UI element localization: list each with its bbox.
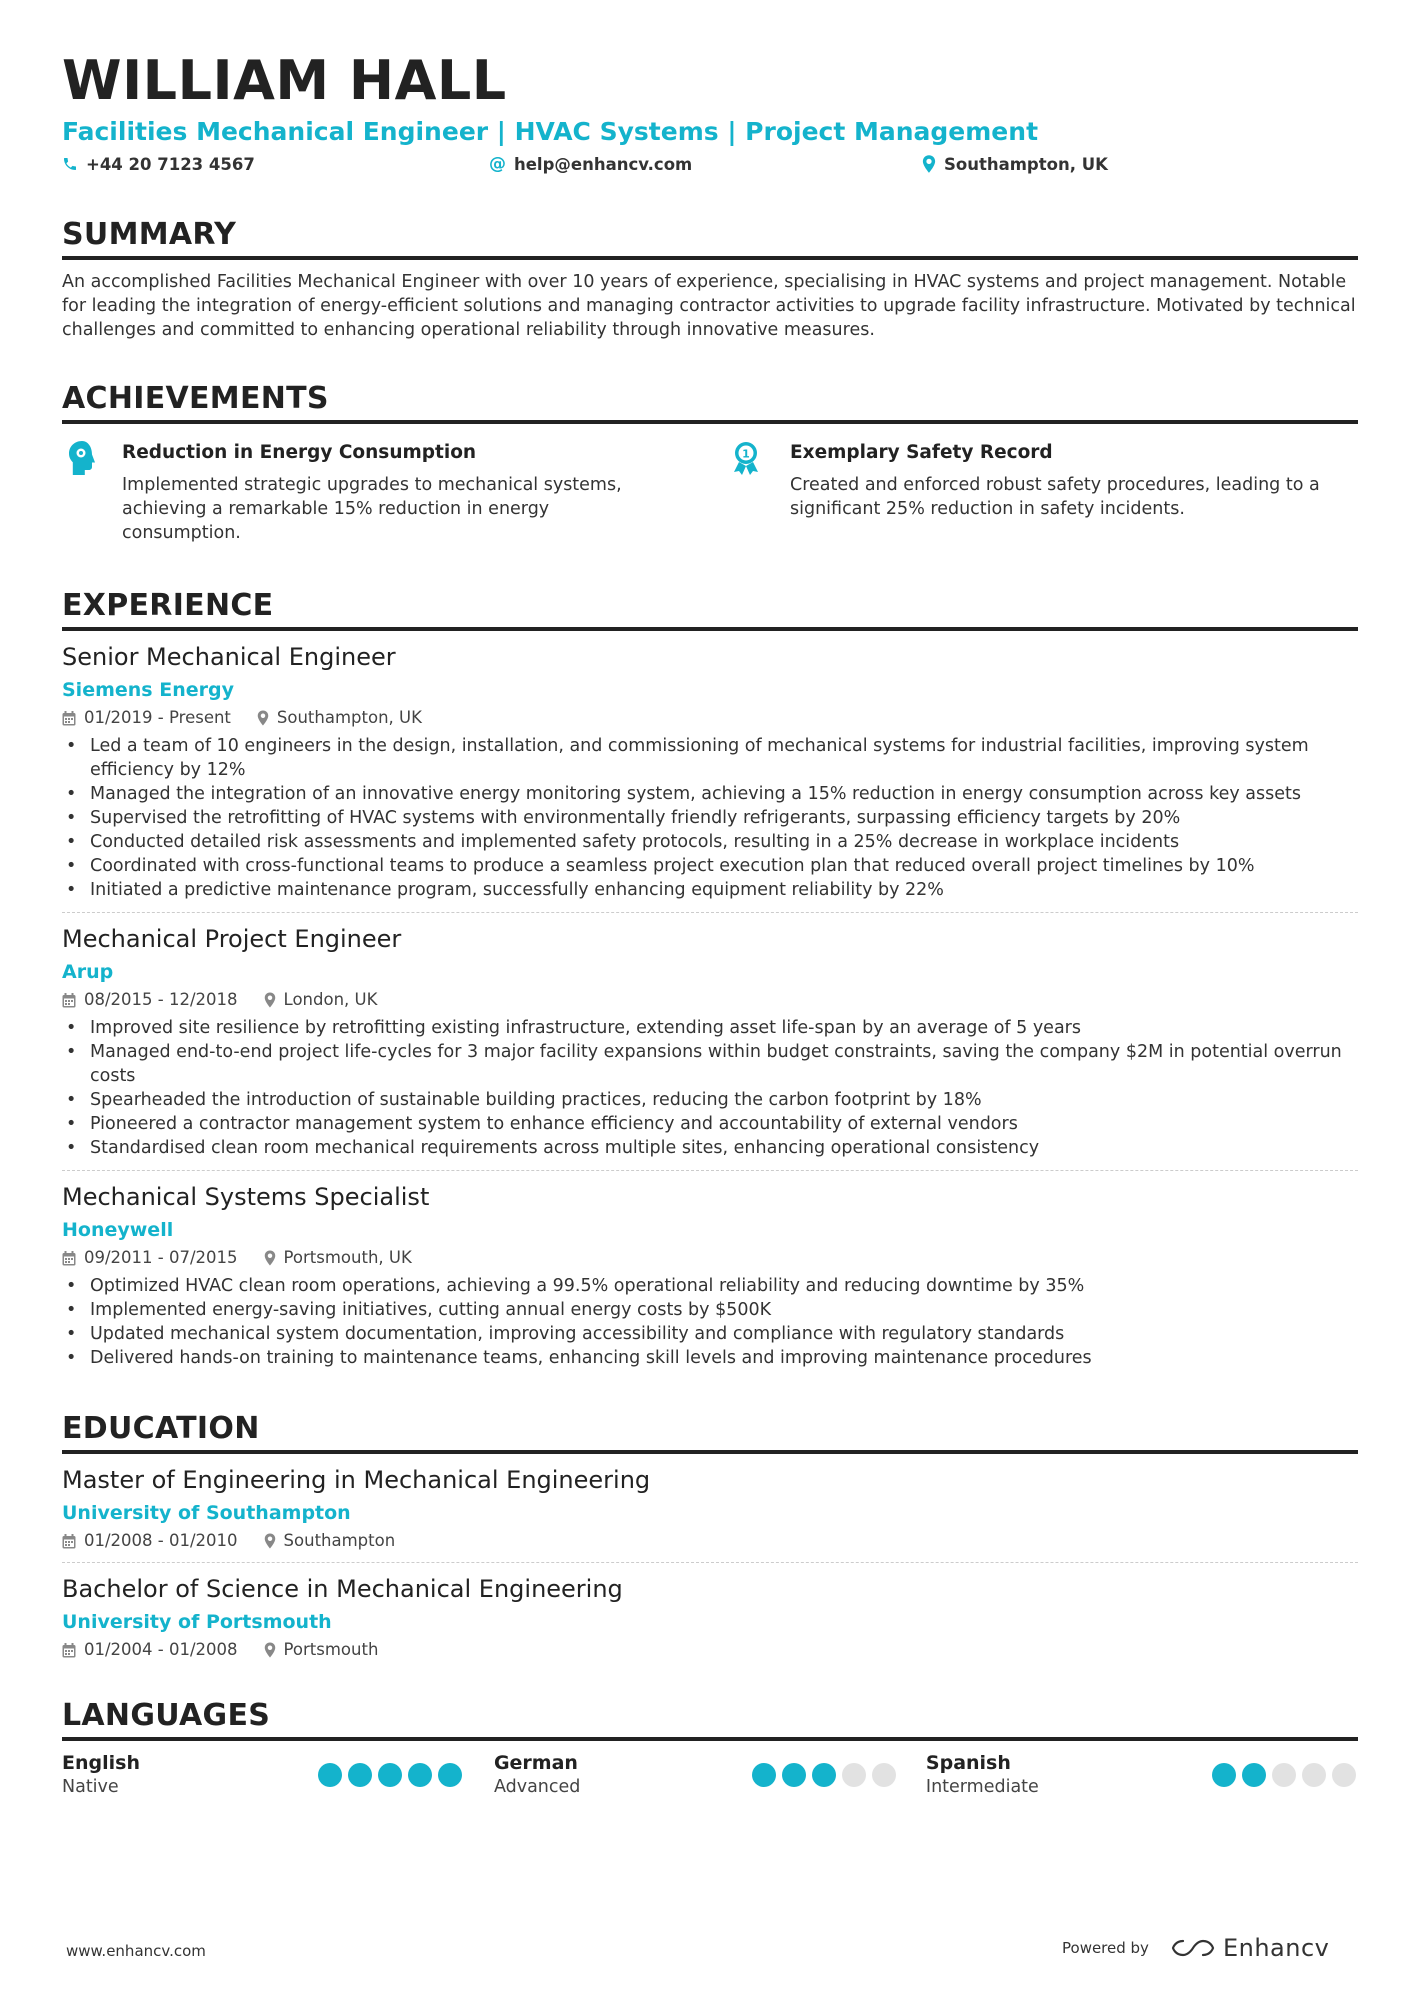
bullet-item: • Standardised clean room mechanical requirements across multiple sites, enhancing operational consistency (62, 1136, 1358, 1160)
education-meta (62, 1530, 1358, 1552)
section-rule (62, 1737, 1358, 1741)
education-location (264, 1530, 396, 1552)
location-text: Southampton, UK (944, 154, 1108, 174)
proficiency-dot-filled (408, 1763, 432, 1787)
entry-divider (62, 1170, 1358, 1171)
company-name: Arup (62, 961, 114, 983)
job-title: Mechanical Systems Specialist (62, 1183, 430, 1211)
location-pin-icon (264, 992, 276, 1008)
proficiency-dot-empty (1272, 1763, 1296, 1787)
calendar-icon (62, 1643, 76, 1658)
candidate-name: WILLIAM HALL (62, 49, 507, 112)
degree-title: Bachelor of Science in Mechanical Engineering (62, 1575, 623, 1603)
language-level: Native (62, 1777, 119, 1797)
entry-divider (62, 912, 1358, 913)
head-icon (62, 440, 122, 545)
phone-text: +44 20 7123 4567 (86, 154, 255, 174)
job-title: Senior Mechanical Engineer (62, 643, 396, 671)
dates-text: 09/2011 - 07/2015 (84, 1248, 238, 1267)
job-location (264, 1247, 412, 1269)
dates-text: 01/2008 - 01/2010 (84, 1531, 238, 1550)
language-name: English (62, 1752, 140, 1774)
bullet-item: • Conducted detailed risk assessments and implemented safety protocols, resulting in a 25% decrease in workplace incidents (62, 830, 1358, 854)
school-name: University of Southampton (62, 1502, 351, 1524)
language-name: Spanish (925, 1752, 1011, 1774)
job-bullets (62, 734, 1358, 902)
contact-phone[interactable] (62, 155, 489, 174)
phone-icon (62, 156, 78, 172)
award-ribbon-icon (730, 440, 790, 545)
bullet-item: • Managed end-to-end project life-cycles for 3 major facility expansions within budget constraints, saving the company $2M in potential overrun costs (62, 1040, 1358, 1088)
bullet-item: • Optimized HVAC clean room operations, achieving a 99.5% operational reliability and reducing downtime by 35% (62, 1274, 1358, 1298)
location-pin-icon (257, 710, 269, 726)
section-title: EDUCATION (62, 1411, 260, 1446)
candidate-tagline: Facilities Mechanical Engineer | HVAC Systems | Project Management (62, 117, 1039, 146)
bullet-item: • Updated mechanical system documentation, improving accessibility and compliance with regulatory standards (62, 1322, 1358, 1346)
job-location (264, 989, 378, 1011)
proficiency-dot-filled (348, 1763, 372, 1787)
dates-text: 08/2015 - 12/2018 (84, 990, 238, 1009)
proficiency-dot-filled (318, 1763, 342, 1787)
education-dates (62, 1530, 238, 1552)
summary-text: An accomplished Facilities Mechanical Engineer with over 10 years of experience, specialising in HVAC systems and project management. Notable for leading the integration of energy-efficient solutions and managing contractor activities to upgrade facility infrastructure. Motivated by technical challenges and committed to enhancing operational reliability through innovative measures. (62, 272, 1356, 340)
job-meta (62, 1247, 1358, 1269)
job-dates (62, 707, 231, 729)
proficiency-dot-filled (438, 1763, 462, 1787)
achievements-section (62, 380, 1358, 545)
location-text: Southampton (283, 1531, 396, 1550)
company-name: Honeywell (62, 1219, 174, 1241)
proficiency-dots (318, 1751, 464, 1799)
location-pin-icon (264, 1533, 276, 1549)
section-title: LANGUAGES (62, 1698, 271, 1733)
education-meta (62, 1639, 1358, 1661)
powered-by-text: Powered by (1062, 1939, 1149, 1957)
location-text: Portsmouth (283, 1640, 379, 1659)
dates-text: 01/2004 - 01/2008 (84, 1640, 238, 1659)
achievement-desc: Implemented strategic upgrades to mechanical systems, achieving a remarkable 15% reduction in energy consumption. (122, 475, 622, 543)
achievement-item (710, 440, 1358, 545)
bullet-item: • Led a team of 10 engineers in the design, installation, and commissioning of mechanical systems for industrial facilities, improving system efficiency by 12% (62, 734, 1358, 782)
language-item (926, 1751, 1358, 1799)
brand-name: Enhancv (1222, 1934, 1330, 1962)
job-entry (62, 641, 1358, 902)
location-pin-icon (264, 1642, 276, 1658)
proficiency-dots (752, 1751, 898, 1799)
section-rule (62, 420, 1358, 424)
company-name: Siemens Energy (62, 679, 234, 701)
bullet-item: • Pioneered a contractor management system to enhance efficiency and accountability of external vendors (62, 1112, 1358, 1136)
proficiency-dot-filled (812, 1763, 836, 1787)
dates-text: 01/2019 - Present (84, 708, 231, 727)
school-name: University of Portsmouth (62, 1611, 332, 1633)
languages-section (62, 1697, 1358, 1799)
achievement-title: Reduction in Energy Consumption (122, 442, 477, 463)
education-section (62, 1410, 1358, 1661)
job-entry (62, 923, 1358, 1160)
bullet-item: • Implemented energy-saving initiatives, cutting annual energy costs by $500K (62, 1298, 1358, 1322)
languages-row (62, 1751, 1358, 1799)
enhancv-logo-icon (1171, 1937, 1215, 1959)
job-location (257, 707, 422, 729)
experience-section (62, 587, 1358, 1370)
calendar-icon (62, 711, 76, 726)
job-meta (62, 989, 1358, 1011)
proficiency-dot-empty (1302, 1763, 1326, 1787)
language-level: Intermediate (925, 1777, 1039, 1797)
education-location (264, 1639, 379, 1661)
achievements-grid (62, 440, 1358, 545)
section-rule (62, 627, 1358, 631)
section-title: SUMMARY (62, 217, 237, 252)
summary-section (62, 216, 1358, 342)
location-text: Southampton, UK (276, 708, 422, 727)
location-pin-icon (922, 155, 936, 173)
calendar-icon (62, 1251, 76, 1266)
contact-email[interactable] (489, 154, 922, 174)
achievement-item (62, 440, 710, 545)
resume-page (62, 50, 1358, 1799)
footer-website[interactable]: www.enhancv.com (66, 1942, 206, 1960)
proficiency-dot-filled (752, 1763, 776, 1787)
location-text: Portsmouth, UK (283, 1248, 412, 1267)
education-dates (62, 1639, 238, 1661)
proficiency-dots (1212, 1751, 1358, 1799)
education-entry (62, 1464, 1358, 1552)
job-bullets (62, 1016, 1358, 1160)
bullet-item: • Supervised the retrofitting of HVAC systems with environmentally friendly refrigerants, surpassing efficiency targets by 20% (62, 806, 1358, 830)
proficiency-dot-empty (842, 1763, 866, 1787)
proficiency-dot-empty (872, 1763, 896, 1787)
language-name: German (493, 1752, 578, 1774)
location-text: London, UK (283, 990, 378, 1009)
contact-bar (62, 152, 1358, 176)
job-meta (62, 707, 1358, 729)
proficiency-dot-filled (1212, 1763, 1236, 1787)
language-item (494, 1751, 926, 1799)
section-rule (62, 256, 1358, 260)
job-dates (62, 1247, 238, 1269)
calendar-icon (62, 993, 76, 1008)
bullet-item: • Improved site resilience by retrofitting existing infrastructure, extending asset life-span by an average of 5 years (62, 1016, 1358, 1040)
bullet-item: • Initiated a predictive maintenance program, successfully enhancing equipment reliability by 22% (62, 878, 1358, 902)
proficiency-dot-filled (378, 1763, 402, 1787)
entry-divider (62, 1562, 1358, 1563)
section-title: ACHIEVEMENTS (62, 381, 329, 416)
bullet-item: • Spearheaded the introduction of sustainable building practices, reducing the carbon footprint by 18% (62, 1088, 1358, 1112)
bullet-item: • Delivered hands-on training to maintenance teams, enhancing skill levels and improving maintenance procedures (62, 1346, 1358, 1370)
svg-text:1: 1 (742, 447, 750, 461)
email-text: help@enhancv.com (514, 154, 693, 174)
education-entry (62, 1573, 1358, 1661)
calendar-icon (62, 1534, 76, 1549)
achievement-desc: Created and enforced robust safety procedures, leading to a significant 25% reduction in safety incidents. (790, 475, 1320, 519)
achievement-title: Exemplary Safety Record (790, 442, 1053, 463)
job-entry (62, 1181, 1358, 1370)
section-rule (62, 1450, 1358, 1454)
bullet-item: • Managed the integration of an innovative energy monitoring system, achieving a 15% reduction in energy consumption across key assets (62, 782, 1358, 806)
job-bullets (62, 1274, 1358, 1370)
at-icon: @ (489, 154, 506, 174)
enhancv-logo[interactable] (1171, 1934, 1329, 1962)
proficiency-dot-empty (1332, 1763, 1356, 1787)
job-dates (62, 989, 238, 1011)
location-pin-icon (264, 1250, 276, 1266)
contact-location (922, 155, 1108, 174)
bullet-item: • Coordinated with cross-functional teams to produce a seamless project execution plan that reduced overall project timelines by 10% (62, 854, 1358, 878)
language-item (62, 1751, 494, 1799)
footer-branding (1062, 1934, 1329, 1962)
language-level: Advanced (493, 1777, 581, 1797)
job-title: Mechanical Project Engineer (62, 925, 402, 953)
proficiency-dot-filled (1242, 1763, 1266, 1787)
proficiency-dot-filled (782, 1763, 806, 1787)
degree-title: Master of Engineering in Mechanical Engineering (62, 1466, 651, 1494)
section-title: EXPERIENCE (62, 588, 274, 623)
